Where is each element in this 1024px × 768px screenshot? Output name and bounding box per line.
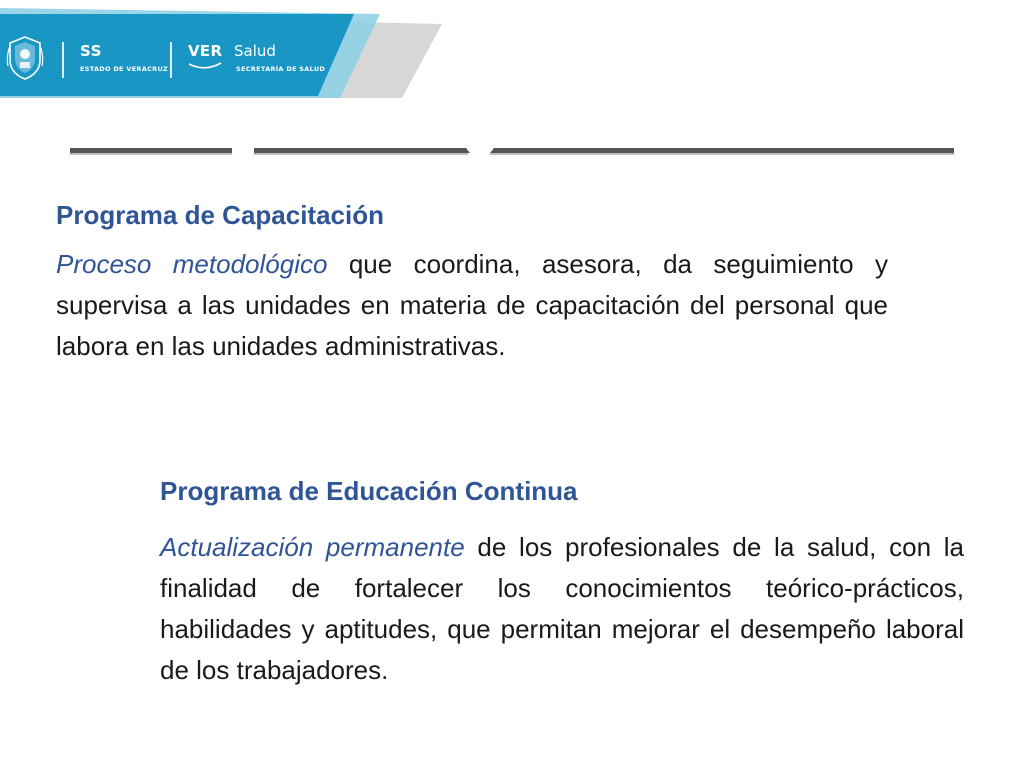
ver-swoosh-icon	[188, 61, 222, 71]
salud-logo-text: Salud	[234, 42, 276, 60]
capacitacion-heading: Programa de Capacitación	[56, 200, 384, 230]
capacitacion-body: que coordina, asesora, da seguimiento y supervisa a las unidades en materia de capacitación del personal que labora en las unidades administrativas.	[56, 249, 888, 361]
educacion-continua-emphasis: Actualización permanente	[160, 532, 465, 562]
decorative-separator	[0, 140, 1024, 164]
educacion-continua-body: de los profesionales de la salud, con la finalidad de fortalecer los conocimientos teórico-prácticos, habilidades y aptitudes, que permitan mejorar el desempeño laboral de los trabajadores.	[160, 532, 964, 685]
banner-shapes	[0, 0, 1024, 110]
header-divider-2	[170, 42, 172, 78]
capacitacion-emphasis: Proceso metodológico	[56, 249, 328, 279]
ss-logo-text: SS	[80, 42, 102, 60]
educacion-continua-heading: Programa de Educación Continua	[160, 476, 578, 506]
veracruz-coat-of-arms-icon	[6, 36, 44, 80]
capacitacion-paragraph	[56, 244, 888, 367]
ver-logo-text: VER	[188, 42, 223, 60]
educacion-continua-paragraph	[160, 527, 964, 691]
header-divider-1	[62, 42, 64, 78]
estado-label: ESTADO DE VERACRUZ	[80, 65, 169, 73]
secretaria-label: SECRETARÍA DE SALUD	[236, 65, 326, 73]
